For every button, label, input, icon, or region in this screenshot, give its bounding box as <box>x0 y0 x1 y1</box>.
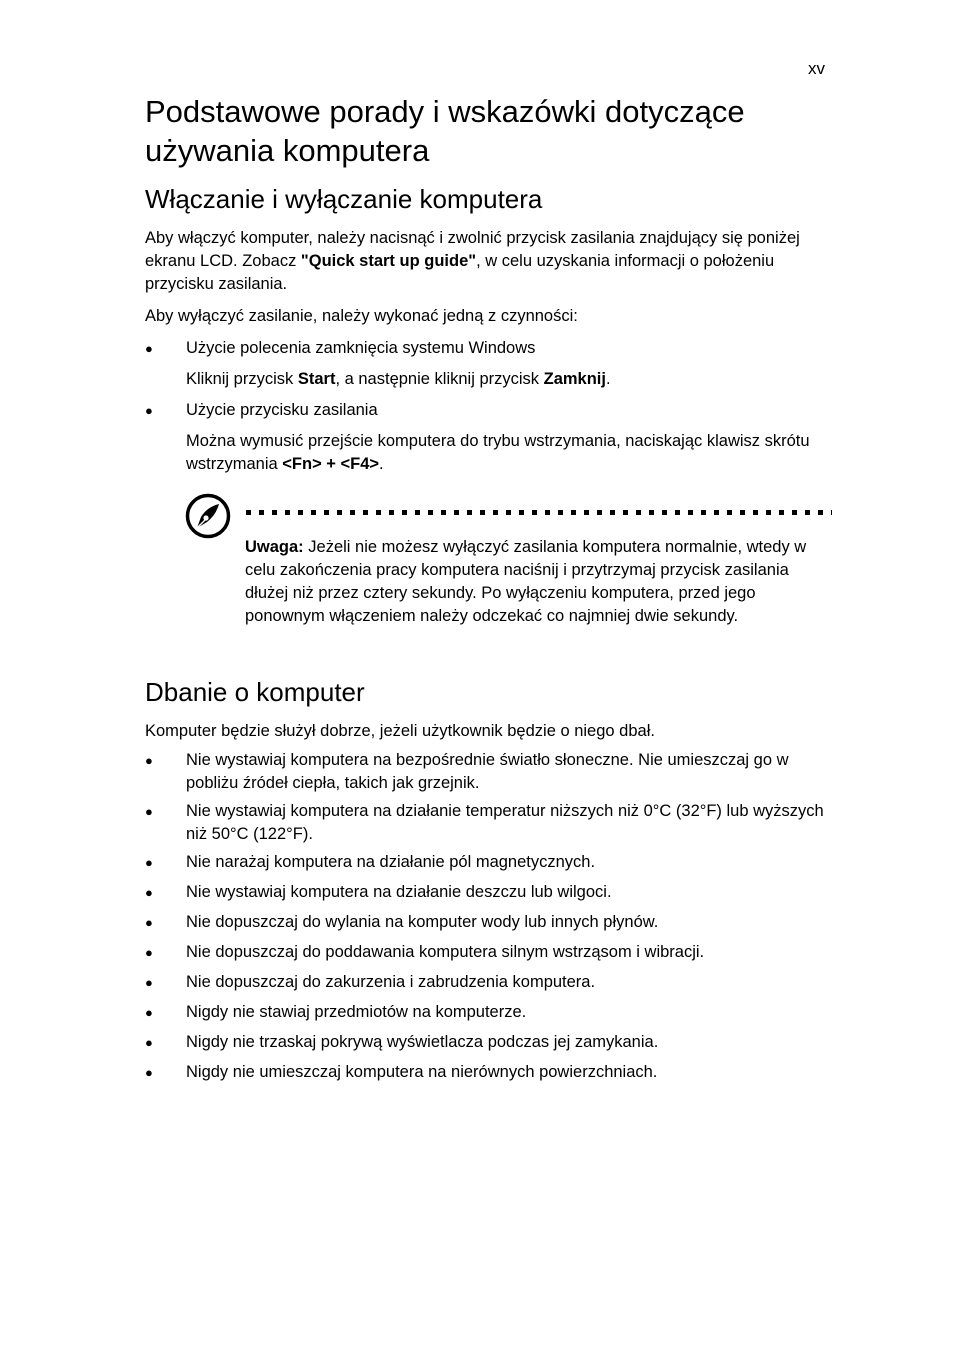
list-item-text: Nie dopuszczaj do wylania na komputer wody lub innych płynów. <box>186 913 659 931</box>
list-item-text: Nie wystawiaj komputera na działanie temperatur niższych niż 0°C (32°F) lub wyższych niż 50°C (122°F). <box>186 802 824 843</box>
note-label: Uwaga: <box>245 538 304 556</box>
bullet-icon: ● <box>145 1065 153 1080</box>
note <box>245 536 830 628</box>
bullet-icon: ● <box>145 975 153 990</box>
section-heading-power: Włączanie i wyłączanie komputera <box>145 184 543 214</box>
list-item-text: Nigdy nie umieszczaj komputera na nierównych powierzchniach. <box>186 1063 658 1081</box>
list-item-text: Nie dopuszczaj do poddawania komputera silnym wstrząsom i wibracji. <box>186 943 705 961</box>
list-item-text: Nie narażaj komputera na działanie pól magnetycznych. <box>186 853 596 871</box>
list-item-text: Nigdy nie stawiaj przedmiotów na komputerze. <box>186 1003 527 1021</box>
detail-text: , a następnie kliknij przycisk <box>335 370 544 388</box>
bullet-icon: ● <box>145 855 153 870</box>
bullet-icon: ● <box>145 945 153 960</box>
list-item-text: Nigdy nie trzaskaj pokrywą wyświetlacza podczas jej zamykania. <box>186 1033 659 1051</box>
bullet-icon: ● <box>145 1005 153 1020</box>
list-item-detail <box>186 430 836 476</box>
start-button-label: Start <box>297 370 336 388</box>
list-item-text: Nie dopuszczaj do zakurzenia i zabrudzenia komputera. <box>186 973 596 991</box>
paragraph-power-off: Aby wyłączyć zasilanie, należy wykonać jedną z czynności: <box>145 307 578 325</box>
list-item-text: Nie wystawiaj komputera na bezpośrednie światło słoneczne. Nie umieszczaj go w pobliżu źródeł ciepła, takich jak grzejnik. <box>186 751 789 792</box>
list-item-text: Użycie polecenia zamknięcia systemu Windows <box>186 339 536 357</box>
note-divider <box>246 510 832 515</box>
paragraph-text: Aby włączyć komputer, należy nacisnąć i zwolnić przycisk zasilania znajdujący się poniżej ekranu LCD. Zobacz <box>145 229 800 270</box>
bullet-icon: ● <box>145 804 153 819</box>
hotkey-label: <Fn> + <F4> <box>282 455 380 473</box>
shutdown-button-label: Zamknij <box>543 370 606 388</box>
bullet-icon: ● <box>145 915 153 930</box>
note-pen-icon <box>185 493 231 539</box>
bullet-icon: ● <box>145 753 153 768</box>
bullet-icon: ● <box>145 1035 153 1050</box>
note-text: Jeżeli nie możesz wyłączyć zasilania komputera normalnie, wtedy w celu zakończenia pracy komputera naciśnij i przytrzymaj przycisk zasilania dłużej niż przez cztery sekundy. Po wyłączeniu komputera, przed jego ponownym włączeniem należy odczekać co najmniej dwie sekundy. <box>245 538 807 625</box>
guide-reference: "Quick start up guide" <box>300 252 477 270</box>
bullet-icon: ● <box>145 403 153 418</box>
paragraph-care-intro: Komputer będzie służył dobrze, jeżeli użytkownik będzie o niego dbał. <box>145 722 655 740</box>
detail-text: Można wymusić przejście komputera do trybu wstrzymania, naciskając klawisz skrótu wstrzymania <box>186 432 810 473</box>
list-item-text: Nie wystawiaj komputera na działanie deszczu lub wilgoci. <box>186 883 612 901</box>
list-item-text: Użycie przycisku zasilania <box>186 401 378 419</box>
paragraph-power-on <box>145 227 835 296</box>
list-item-detail <box>186 368 836 391</box>
detail-text: . <box>379 455 384 473</box>
page-title: Podstawowe porady i wskazówki dotyczące używania komputera <box>145 94 745 168</box>
bullet-icon: ● <box>145 341 153 356</box>
section-heading-care: Dbanie o komputer <box>145 677 365 707</box>
bullet-icon: ● <box>145 885 153 900</box>
detail-text: . <box>605 370 611 388</box>
page-number: xv <box>808 59 825 78</box>
detail-text: Kliknij przycisk <box>186 370 298 388</box>
paragraph-text: , w celu uzyskania informacji o położeniu przycisku zasilania. <box>145 252 775 293</box>
